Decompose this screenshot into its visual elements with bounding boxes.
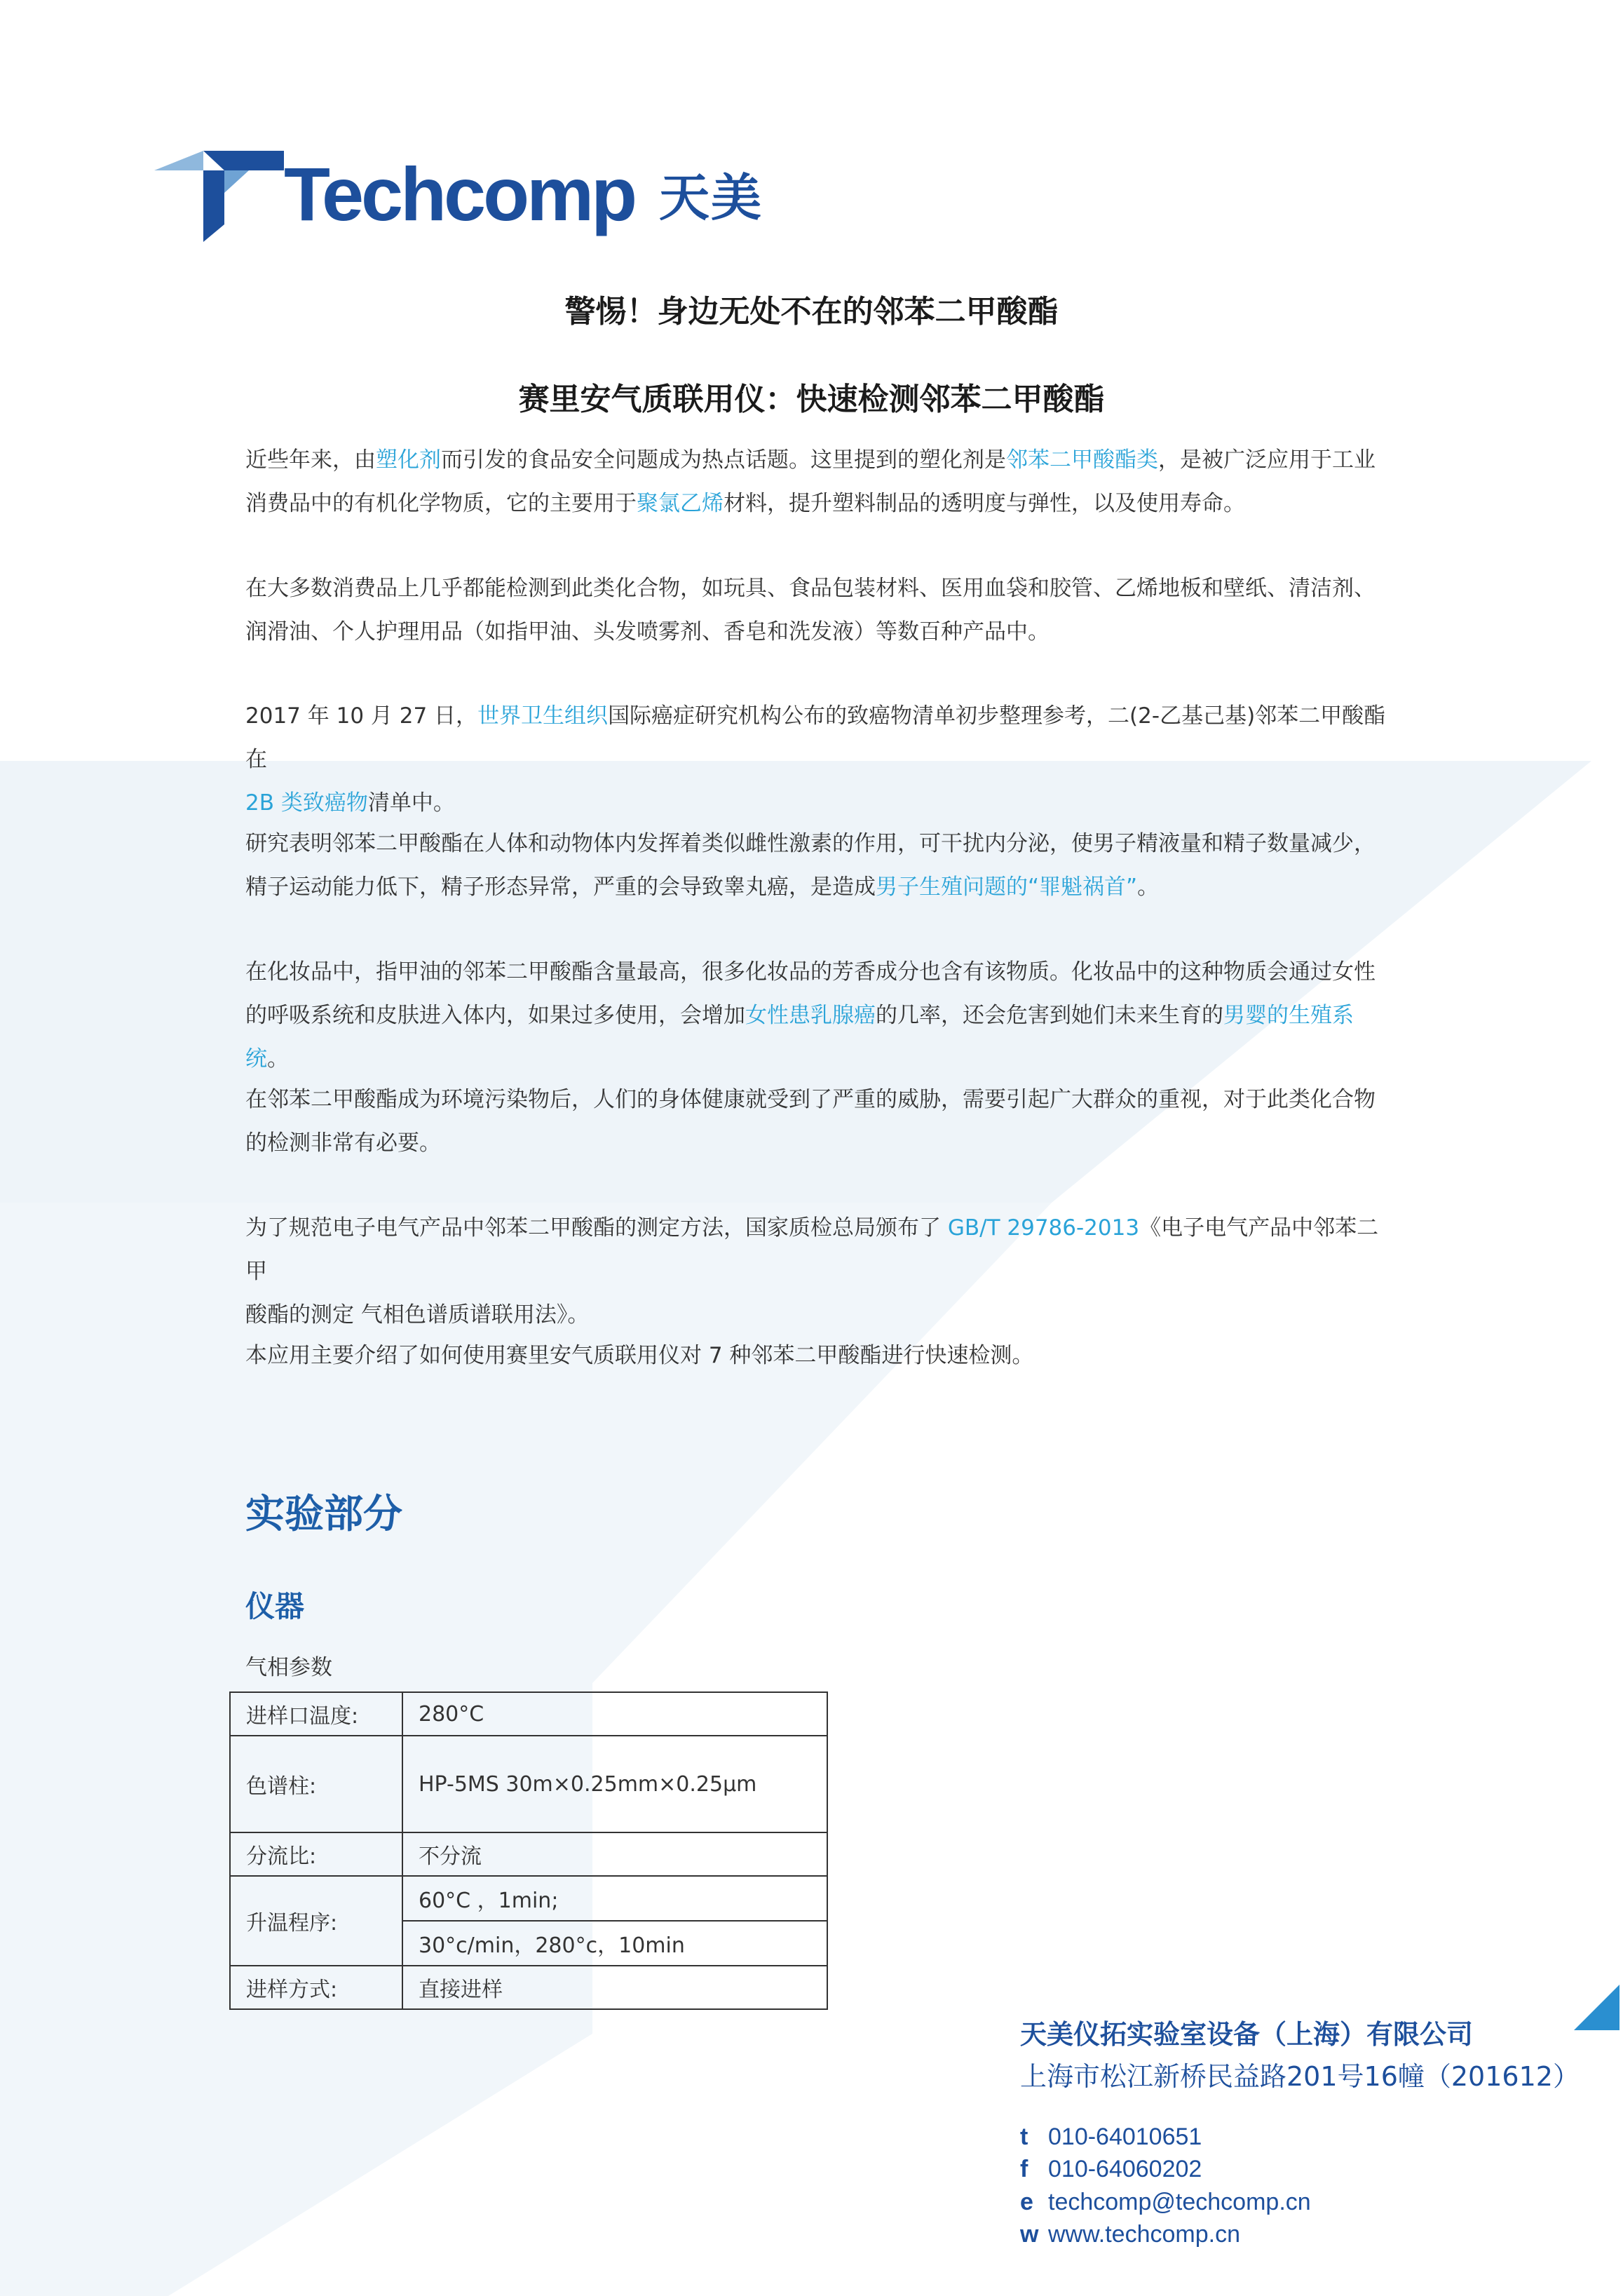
section-heading-experiment: 实验部分	[245, 1492, 402, 1537]
link-phthalates[interactable]: 邻苯二甲酸酯类	[1006, 447, 1158, 473]
footer-website	[1020, 2219, 1240, 2250]
footer-company-name: 天美仪拓实验室设备（上海）有限公司	[1020, 2019, 1474, 2050]
logo-chinese-name: 天美	[659, 168, 763, 227]
table-caption: 气相参数	[245, 1655, 332, 1680]
logo-wordmark: Techcomp	[284, 151, 635, 236]
table-cell-value: 不分流	[402, 1832, 827, 1876]
paragraph-line: 在化妆品中，指甲油的邻苯二甲酸酯含量最高，很多化妆品的芳香成分也含有该物质。化妆品中的这种物质会通过女性	[245, 959, 1376, 985]
table-cell-label: 分流比:	[230, 1832, 402, 1876]
table-cell-value: 30°c/min，280°c，10min	[402, 1921, 827, 1966]
contact-value-website[interactable]: www.techcomp.cn	[1048, 2221, 1240, 2248]
paragraph-6	[245, 1078, 1395, 1165]
link-male-reproductive[interactable]: 男子生殖问题的“罪魁祸首”	[876, 874, 1138, 900]
footer-email	[1020, 2187, 1311, 2217]
table-cell-label: 升温程序:	[230, 1876, 402, 1966]
paragraph-4	[245, 822, 1395, 909]
paragraph-line: 2017 年 10 月 27 日，世界卫生组织国际癌症研究机构公布的致癌物清单初步整理参考，二(2-乙基己基)邻苯二甲酸酯在	[245, 703, 1386, 772]
paragraph-line: 润滑油、个人护理用品（如指甲油、头发喷雾剂、香皂和洗发液）等数百种产品中。	[245, 619, 1050, 644]
table-cell-label: 进样方式:	[230, 1966, 402, 2009]
link-gb-standard[interactable]: GB/T 29786-2013	[947, 1215, 1140, 1241]
paragraph-line: 2B 类致癌物清单中。	[245, 790, 455, 816]
paragraph-line: 为了规范电子电气产品中邻苯二甲酸酯的测定方法，国家质检总局颁布了 GB/T 29786-2013《电子电气产品中邻苯二甲	[245, 1215, 1379, 1284]
table-row	[230, 1966, 827, 2009]
link-breast-cancer[interactable]: 女性患乳腺癌	[745, 1003, 876, 1028]
link-2b-carcinogen[interactable]: 2B 类致癌物	[245, 790, 368, 816]
paragraph-1	[245, 438, 1395, 525]
link-pvc[interactable]: 聚氯乙烯	[637, 491, 724, 516]
contact-key: t	[1020, 2123, 1028, 2150]
table-cell-value: 60°C ，1min;	[402, 1876, 827, 1921]
sub-title: 赛里安气质联用仪：快速检测邻苯二甲酸酯	[518, 381, 1105, 417]
gc-parameters-table	[229, 1691, 828, 2010]
paragraph-line: 的检测非常有必要。	[245, 1130, 441, 1156]
contact-key: w	[1020, 2221, 1039, 2248]
table-cell-label: 色谱柱:	[230, 1736, 402, 1832]
footer-address: 上海市松江新桥民益路201号16幢（201612）	[1020, 2061, 1580, 2092]
contact-key: e	[1020, 2189, 1033, 2215]
table-row	[230, 1832, 827, 1876]
paragraph-line: 消费品中的有机化学物质，它的主要用于聚氯乙烯材料，提升塑料制品的透明度与弹性，以及使用寿命。	[245, 491, 1245, 516]
paragraph-line: 精子运动能力低下，精子形态异常，严重的会导致睾丸癌，是造成男子生殖问题的“罪魁祸首”。	[245, 874, 1160, 900]
link-reproductive-system[interactable]: 男婴的生殖系统	[245, 1003, 1354, 1072]
paragraph-5	[245, 950, 1395, 1081]
paragraph-line: 研究表明邻苯二甲酸酯在人体和动物体内发挥着类似雌性激素的作用，可干扰内分泌，使男子精液量和精子数量减少，	[245, 831, 1376, 856]
techcomp-logo	[154, 151, 771, 242]
paragraph-line: 本应用主要介绍了如何使用赛里安气质联用仪对 7 种邻苯二甲酸酯进行快速检测。	[245, 1343, 1034, 1368]
contact-value: 010-64010651	[1048, 2123, 1202, 2150]
paragraph-line: 在邻苯二甲酸酯成为环境污染物后，人们的身体健康就受到了严重的威胁，需要引起广大群众的重视，对于此类化合物	[245, 1087, 1376, 1112]
paragraph-line: 酸酯的测定 气相色谱质谱联用法》。	[245, 1302, 590, 1328]
table-cell-value: HP-5MS 30m×0.25mm×0.25μm	[402, 1736, 827, 1832]
table-row	[230, 1692, 827, 1736]
subsection-heading-instrument: 仪器	[245, 1589, 305, 1623]
paragraph-8	[245, 1334, 1395, 1377]
table-cell-value: 直接进样	[402, 1966, 827, 2009]
main-title: 警惕！身边无处不在的邻苯二甲酸酯	[564, 294, 1059, 330]
footer-phone	[1020, 2121, 1202, 2152]
link-plasticizer[interactable]: 塑化剂	[376, 447, 441, 473]
corner-triangle	[1574, 1985, 1619, 2030]
paragraph-line: 近些年来，由塑化剂而引发的食品安全问题成为热点话题。这里提到的塑化剂是邻苯二甲酸酯类，是被广泛应用于工业	[245, 447, 1376, 473]
paragraph-line: 的呼吸系统和皮肤进入体内，如果过多使用，会增加女性患乳腺癌的几率，还会危害到她们未来生育的男婴的生殖系统。	[245, 1003, 1354, 1072]
link-who[interactable]: 世界卫生组织	[477, 703, 609, 729]
contact-value-email[interactable]: techcomp@techcomp.cn	[1048, 2189, 1311, 2215]
footer-fax	[1020, 2154, 1202, 2184]
logo-mark-icon	[154, 151, 287, 242]
paragraph-2	[245, 567, 1395, 654]
paragraph-7	[245, 1206, 1395, 1337]
table-cell-value: 280°C	[402, 1692, 827, 1736]
paragraph-3	[245, 694, 1395, 825]
contact-value: 010-64060202	[1048, 2156, 1202, 2182]
paragraph-line: 在大多数消费品上几乎都能检测到此类化合物，如玩具、食品包装材料、医用血袋和胶管、乙烯地板和壁纸、清洁剂、	[245, 576, 1376, 601]
table-row	[230, 1876, 827, 1921]
table-cell-label: 进样口温度:	[230, 1692, 402, 1736]
contact-key: f	[1020, 2156, 1028, 2182]
table-row	[230, 1736, 827, 1832]
